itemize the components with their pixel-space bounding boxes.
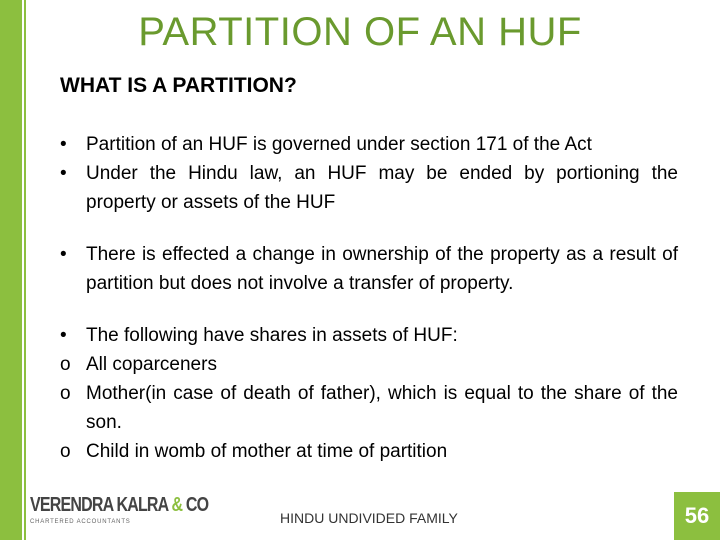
bullet-marker: • bbox=[60, 134, 67, 155]
bullet-text: Partition of an HUF is governed under section 171 of the Act bbox=[86, 134, 592, 155]
footer-caption: HINDU UNDIVIDED FAMILY bbox=[280, 510, 458, 526]
section-heading: WHAT IS A PARTITION? bbox=[60, 74, 297, 97]
sub-bullet-marker: o bbox=[60, 383, 71, 404]
logo-ampersand: & bbox=[171, 494, 183, 516]
bullet-text: Under the Hindu law, an HUF may be ended by portioning the property or assets of the HUF bbox=[86, 163, 678, 213]
bullet-text: Mother(in case of death of father), which is equal to the share of the son. bbox=[86, 383, 678, 433]
sub-bullet-marker: o bbox=[60, 441, 71, 462]
left-accent-bar bbox=[0, 0, 22, 540]
left-accent-line bbox=[24, 0, 26, 540]
bullet-marker: • bbox=[60, 163, 67, 184]
sub-bullet-item bbox=[60, 379, 678, 437]
bullet-item bbox=[60, 159, 678, 217]
bullet-item bbox=[60, 321, 678, 350]
bullet-marker: • bbox=[60, 325, 67, 346]
bullet-text: The following have shares in assets of HUF: bbox=[86, 325, 458, 346]
bullet-marker: • bbox=[60, 244, 67, 265]
sub-bullet-item bbox=[60, 437, 678, 466]
logo-co: CO bbox=[185, 494, 209, 516]
bullet-text: There is effected a change in ownership of the property as a result of partition but does not involve a transfer of property. bbox=[86, 244, 678, 294]
page-number-badge: 56 bbox=[674, 492, 720, 540]
logo-wordmark bbox=[30, 494, 209, 517]
bullet-item bbox=[60, 240, 678, 298]
bullet-text: Child in womb of mother at time of partition bbox=[86, 441, 448, 462]
slide-title: PARTITION OF AN HUF bbox=[138, 10, 582, 54]
logo-name: VERENDRA KALRA bbox=[30, 494, 168, 516]
bullet-item bbox=[60, 130, 678, 159]
bullet-text: All coparceners bbox=[86, 354, 217, 375]
firm-logo bbox=[30, 494, 209, 538]
slide-content bbox=[60, 130, 678, 466]
spacer bbox=[60, 298, 678, 321]
spacer bbox=[60, 217, 678, 240]
logo-tagline: CHARTERED ACCOUNTANTS bbox=[30, 519, 131, 525]
sub-bullet-marker: o bbox=[60, 354, 71, 375]
sub-bullet-item bbox=[60, 350, 678, 379]
